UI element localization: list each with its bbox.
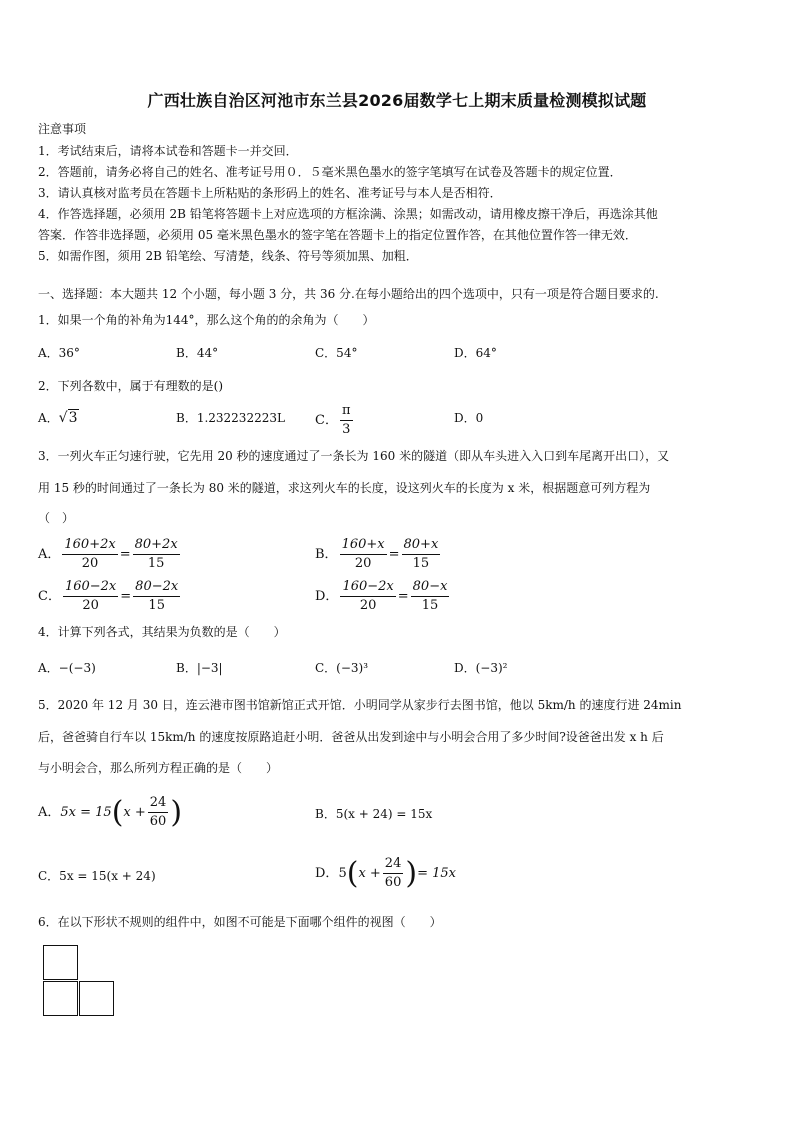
question-3-stem-line2: 用 15 秒的时间通过了一条长为 80 米的隧道，求这列火车的长度，设这列火车的长度为 x 米，根据题意可列方程为 (38, 481, 651, 495)
q4-option-d: D．(−3)² (454, 661, 508, 675)
q5-option-b: B．5(x + 24) = 15x (315, 807, 433, 821)
question-2-stem: 2．下列各数中，属于有理数的是() (38, 379, 223, 393)
q2-option-a (38, 410, 79, 426)
option-label: D． (315, 865, 339, 881)
option-label: B． (315, 546, 338, 562)
q2-option-b: B．1.232232223L (176, 411, 285, 425)
fraction (133, 578, 180, 615)
fraction-denominator: 20 (81, 556, 99, 571)
equals-sign: = (120, 588, 132, 604)
fraction-denominator: 15 (412, 556, 430, 571)
q5-option-a (38, 794, 182, 831)
q3-option-a (38, 536, 182, 573)
question-5-stem-line3: 与小明会合，那么所列方程正确的是（ ） (38, 761, 279, 775)
fraction (411, 578, 450, 615)
q2-option-c-label: C． (315, 412, 338, 428)
q1-option-d: D．64° (454, 346, 497, 360)
fraction (340, 578, 395, 615)
notice-heading: 注意事项 (38, 122, 87, 136)
figure-cell-top (43, 945, 78, 980)
right-paren: ) (170, 794, 183, 830)
question-5-stem-line2: 后，爸爸骑自行车以 15km/h 的速度按原路追赶小明．爸爸从出发到途中与小明会合用了多少时间?设爸爸出发 x h 后 (38, 730, 664, 744)
equals-sign: = (388, 546, 400, 562)
section-heading: 一、选择题：本大题共 12 个小题，每小题 3 分，共 36 分.在每小题给出的四个选项中，只有一项是符合题目要求的. (38, 287, 659, 301)
option-label: A． (38, 804, 61, 820)
q2-option-d: D．0 (454, 411, 484, 425)
fraction (340, 536, 387, 573)
fraction (62, 536, 117, 573)
view-figure (43, 945, 115, 1017)
question-3-stem-line3: （ ） (38, 511, 75, 525)
equation-term: x + (123, 804, 146, 820)
q1-option-c: C．54° (315, 346, 358, 360)
q3-option-b (315, 536, 442, 573)
left-paren: ( (346, 855, 359, 891)
q4-option-a: A．−(−3) (38, 661, 96, 675)
fraction (148, 794, 169, 831)
notice-item: 5．如需作图，须用 2B 铅笔绘、写清楚，线条、符号等须加黑、加粗． (38, 249, 418, 263)
fraction-denominator: 60 (149, 814, 167, 829)
fraction-denominator: 15 (147, 556, 165, 571)
q1-option-a: A．36° (38, 346, 80, 360)
q1-option-b: B．44° (176, 346, 219, 360)
fraction-denominator: 20 (354, 556, 372, 571)
fraction-denominator: 20 (82, 598, 99, 613)
q3-option-d (315, 578, 451, 615)
fraction-numerator: 160+x (340, 536, 387, 555)
q2-option-a-label: A． (38, 411, 59, 425)
notice-item: 4．作答选择题，必须用 2B 铅笔将答题卡上对应选项的方框涂满、涂黑；如需改动，请用橡皮擦干净后，再选涂其他 (38, 207, 658, 221)
fraction-numerator: 24 (148, 794, 169, 813)
fraction-numerator: 160+2x (62, 536, 117, 555)
equation-left: 5 (338, 865, 347, 881)
right-paren: ) (405, 855, 418, 891)
fraction-denominator: 3 (342, 422, 351, 437)
q4-option-b: B．|−3| (176, 661, 223, 675)
page-title: 广西壮族自治区河池市东兰县2026届数学七上期末质量检测模拟试题 (147, 91, 647, 110)
equals-sign: = (119, 546, 131, 562)
fraction-numerator: 80+x (402, 536, 441, 555)
left-paren: ( (111, 794, 124, 830)
fraction-denominator: 60 (384, 875, 402, 890)
equation-term: x + (358, 865, 381, 881)
equals-sign: = (397, 588, 409, 604)
notice-item: 3．请认真核对监考员在答题卡上所粘贴的条形码上的姓名、准考证号与本人是否相符． (38, 186, 502, 200)
q5-option-d (315, 855, 456, 892)
fraction (63, 578, 118, 615)
option-label: C． (38, 588, 61, 604)
q2-option-c (315, 402, 355, 439)
option-label: A． (38, 546, 61, 562)
notice-item: 答案．作答非选择题，必须用 05 毫米黑色墨水的签字笔在答题卡上的指定位置作答，在其他位置作答一律无效． (38, 228, 637, 242)
q2-option-c-fraction (340, 402, 353, 439)
q2-option-a-radicand: 3 (68, 410, 78, 426)
fraction (402, 536, 441, 573)
fraction-numerator: 80+2x (133, 536, 180, 555)
fraction-numerator: π (340, 402, 353, 421)
fraction-numerator: 160−2x (63, 578, 118, 597)
sqrt-symbol: √3 (58, 410, 78, 426)
notice-item: 2．答题前，请务必将自己的姓名、准考证号用０．５毫米黑色墨水的签字笔填写在试卷及答题卡的规定位置． (38, 165, 622, 179)
equation-right: = 15x (417, 865, 456, 881)
fraction-numerator: 80−x (411, 578, 450, 597)
fraction-denominator: 20 (359, 598, 377, 613)
fraction (133, 536, 180, 573)
q3-option-c (38, 578, 182, 615)
q4-option-c: C．(−3)³ (315, 661, 369, 675)
question-6-stem: 6．在以下形状不规则的组件中，如图不可能是下面哪个组件的视图（ ） (38, 915, 442, 929)
question-5-stem-line1: 5．2020 年 12 月 30 日，连云港市图书馆新馆正式开馆．小明同学从家步行去图书馆，他以 5km/h 的速度行进 24min (38, 698, 682, 712)
fraction (383, 855, 404, 892)
question-1-stem: 1．如果一个角的补角为144°，那么这个角的的余角为（ ） (38, 313, 375, 327)
figure-cell-bottom-right (79, 981, 114, 1016)
fraction-denominator: 15 (148, 598, 165, 613)
option-label: D． (315, 588, 339, 604)
notice-item: 1．考试结束后，请将本试卷和答题卡一并交回． (38, 144, 298, 158)
q5-option-c: C．5x = 15(x + 24) (38, 869, 156, 883)
equation-left: 5x = 15 (60, 804, 112, 820)
fraction-numerator: 24 (383, 855, 404, 874)
figure-cell-bottom-left (43, 981, 78, 1016)
question-4-stem: 4．计算下列各式，其结果为负数的是（ ） (38, 625, 286, 639)
fraction-numerator: 160−2x (340, 578, 395, 597)
fraction-denominator: 15 (421, 598, 439, 613)
fraction-numerator: 80−2x (133, 578, 180, 597)
question-3-stem-line1: 3．一列火车正匀速行驶，它先用 20 秒的速度通过了一条长为 160 米的隧道（即从车头进入入口到车尾离开出口），又 (38, 449, 670, 463)
